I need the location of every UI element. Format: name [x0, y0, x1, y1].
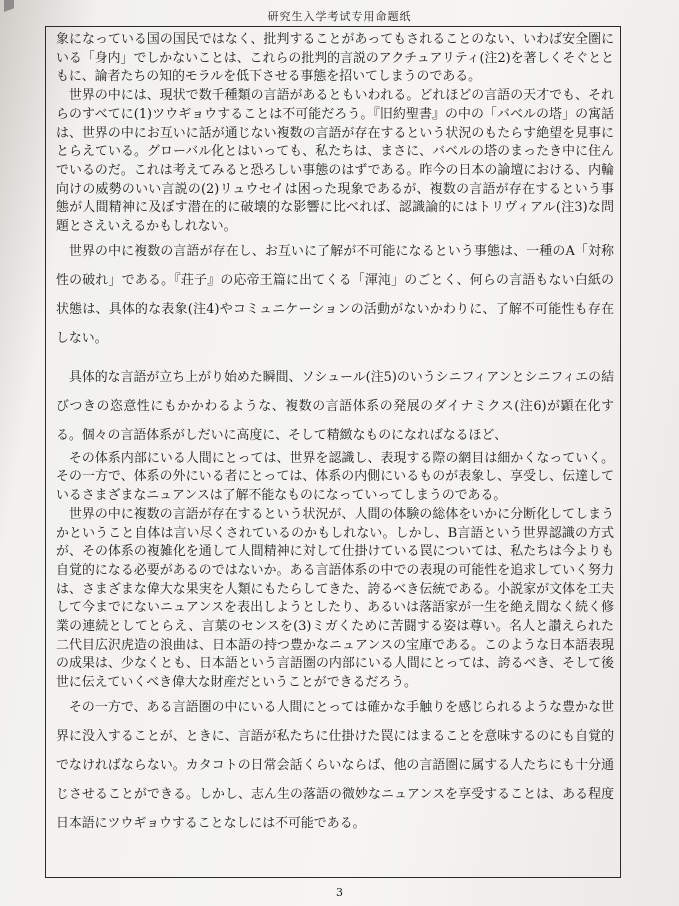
paragraph-3: 世界の中に複数の言語が存在し、お互いに了解が不可能になるという事態は、一種のA「対称性の破れ」である。『荘子』の応帝王篇に出てくる「渾沌」のごとく、何らの言語もない白紙の状態は、具体的な表象(注4)やコミュニケーションの活動がないかわりに、了解不可能性も存在しない。	[56, 243, 614, 346]
paragraph-2: 世界の中には、現状で数千種類の言語があるともいわれる。どれほどの言語の天才でも、それらのすべてに(1)ツウギョウすることは不可能だろう。『旧約聖書』の中の「バベルの塔」の寓話は、世界の中にお互いに話が通じない複数の言語が存在するという状況のもたらす絶望を見事にとらえている。グローバル化とはいっても、私たちは、まさに、バベルの塔のまったき中に住んでいるのだ。これは考えてみると恐ろしい事態のはずである。昨今の日本の論壇における、内輪向けの威勢のいい言説の(2)リュウセイは困った現象であるが、複数の言語が存在するという事態が人間精神に及ぼす潜在的に破壊的な影響に比べれば、認識論的にはトリヴィアル(注3)な問題とさえいえるかもしれない。	[56, 88, 614, 235]
text-frame	[45, 26, 621, 878]
paragraph-gap	[56, 353, 614, 363]
paragraph-4: 具体的な言語が立ち上がり始めた瞬間、ソシュール(注5)のいうシニフィアンとシニフィエの結びつきの恣意性にもかかわるような、複数の言語体系の発展のダイナミクス(注6)が顕在化する。個々の言語体系がしだいに高度に、そして精緻なものになればなるほど、	[56, 369, 614, 443]
paragraph-7: その一方で、ある言語圏の中にいる人間にとっては確かな手触りを感じられるような豊かな世界に没入することが、ときに、言語が私たちに仕掛けた罠にはまることを意味するのにも自覚的でなければならない。カタコトの日常会話くらいならば、他の言語圏に属する人たちにも十分通じさせることができる。しかし、志ん生の落語の微妙なニュアンスを享受することは、ある程度日本語にツウギョウすることなしには不可能である。	[56, 699, 614, 831]
paragraph-1: 象になっている国の国民ではなく、批判することがあってもされることのない、いわば安全圏にいる「身内」でしかないことは、これらの批判的言説のアクチュアリティ(注2)を著しくそぐとともに、論者たちの知的モラルを低下させる事態を招いてしまうのである。	[56, 32, 614, 85]
page-header: 研究生入学考试专用命题纸	[267, 10, 412, 23]
paragraph-5: その体系内部にいる人間にとっては、世界を認識し、表現する際の網目は細かくなっていく。その一方で、体系の外にいる者にとっては、体系の内側にいるものが表象し、享受し、伝達しているさまざまなニュアンスは了解不能なものになっていってしまうのである。	[56, 450, 614, 504]
page-number: 3	[336, 886, 343, 899]
paragraph-6: 世界の中に複数の言語が存在するという状況が、人間の体験の総体をいかに分断化してしまうかということ自体は言い尽くされているのかもしれない。しかし、B言語という世界認識の方式が、その体系の複雑化を通して人間精神に対して仕掛けている罠については、私たちは今よりも自覚的になる必要があるのではないか。ある言語体系の中での表現の可能性を追求していく努力は、さまざまな偉大な果実を人類にもたらしてきた、誇るべき伝統である。小説家が文体を工夫して今までにないニュアンスを表出しようとしたり、あるいは落語家が一生を絶え間なく続く修業の連続としてとらえ、言葉のセンスを(3)ミガくために苦闘する姿は尊い。名人と讃えられた二代目広沢虎造の浪曲は、日本語の持つ豊かなニュアンスの宝庫である。このような日本語表現の成果は、少なくとも、日本語という言語圏の内部にいる人間にとっては、誇るべき、そして後世に伝えていくべき偉大な財産だということができるだろう。	[56, 506, 614, 691]
